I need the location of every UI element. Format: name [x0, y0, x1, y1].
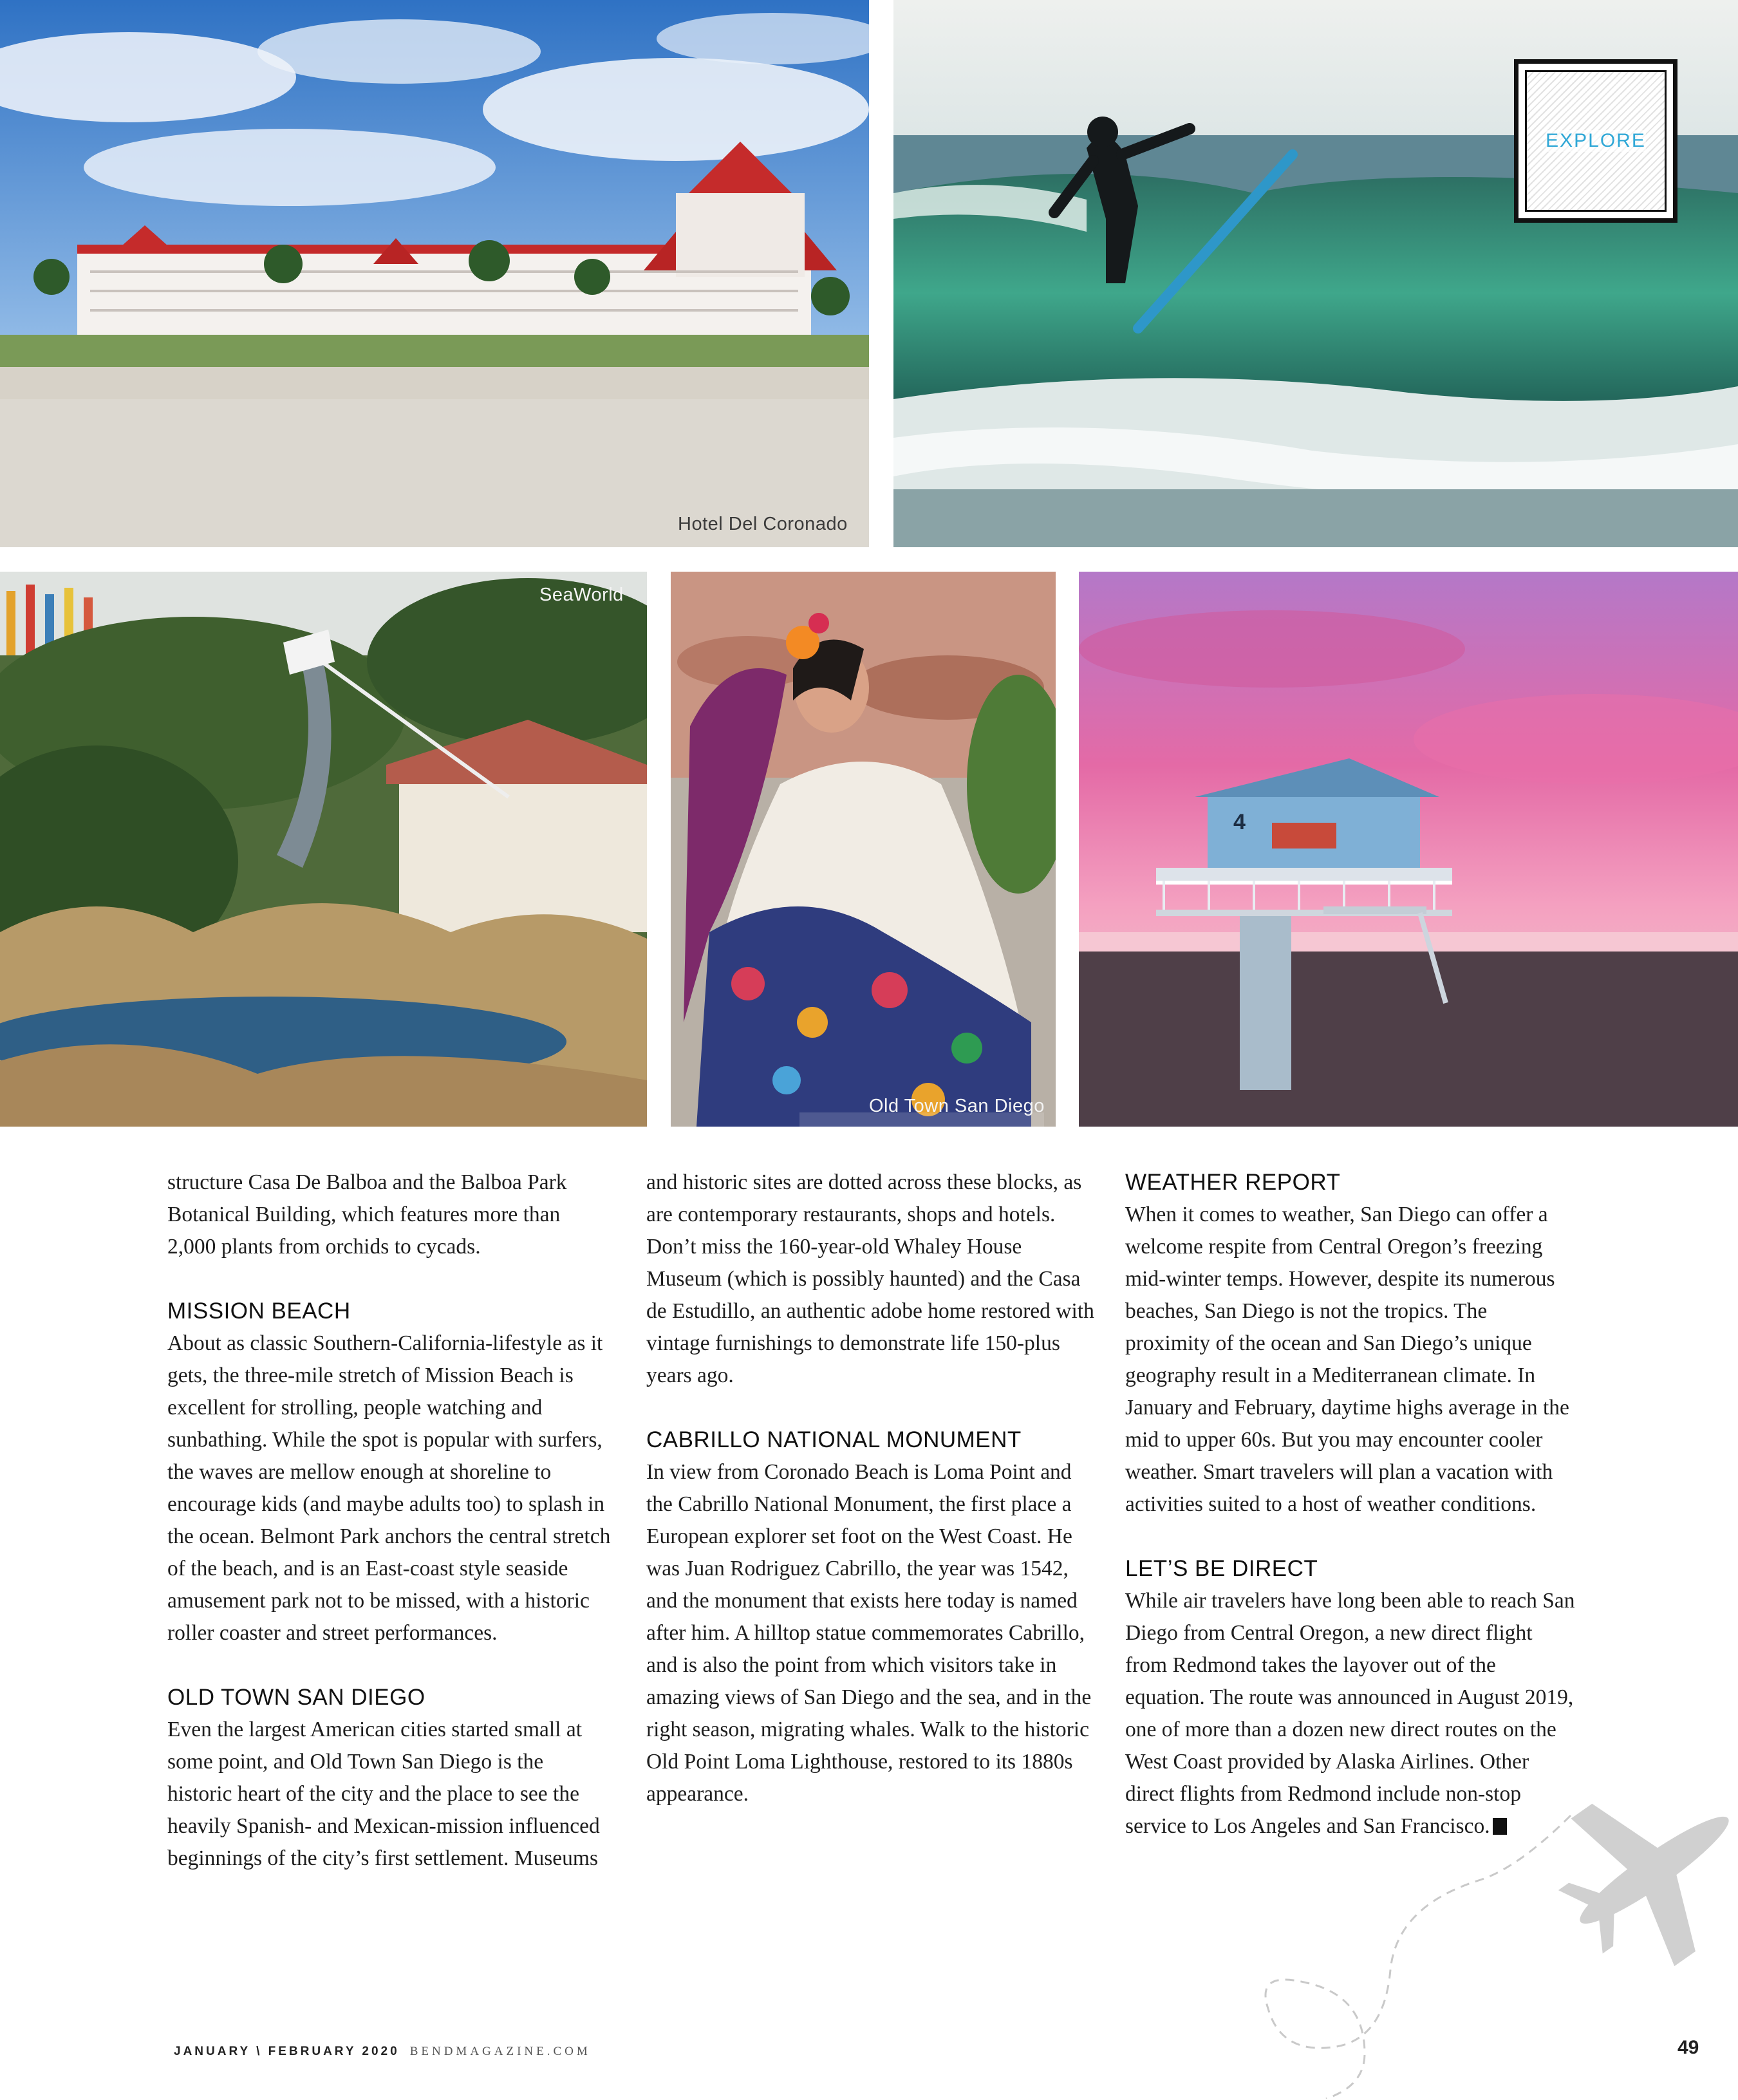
- airplane-icon: [1120, 1777, 1738, 2099]
- heading-lets-be-direct: LET’S BE DIRECT: [1125, 1556, 1318, 1581]
- weather-text: When it comes to weather, San Diego can offer a welcome respite from Central Oregon’s freezing mid-winter temps. However, despite its numerous beaches, San Diego is not the tropics. The proximity of the ocean and San Diego’s unique geography result in a Mediterranean climate. In January and February, daytime highs average in the mid to upper 60s. But you may encounter cooler weather. Smart travelers will plan a vacation with activities suited to a host of weather conditions.: [1125, 1203, 1569, 1516]
- heading-cabrillo-national-monument: CABRILLO NATIONAL MONUMENT: [646, 1427, 1022, 1452]
- heading-weather-report: WEATHER REPORT: [1125, 1170, 1341, 1195]
- tower-number: 4: [1233, 810, 1246, 834]
- photo-old-town-dancer: [671, 572, 1056, 1127]
- old-town-text: Even the largest American cities started small at some point, and Old Town San Diego is the historic heart of the city and the place to see the heavily Spanish- and Mexican-mission influenced beginnings of the city’s first settlement. Museums: [167, 1718, 600, 1870]
- explore-badge-inner: [1525, 70, 1667, 212]
- col1-intro-text: structure Casa De Balboa and the Balboa Park Botanical Building, which features more than 2,000 plants from orchids to cycads.: [167, 1170, 567, 1259]
- photo-seaworld: [0, 572, 647, 1127]
- caption-old-town-san-diego: Old Town San Diego: [869, 1096, 1045, 1116]
- mission-beach-text: About as classic Southern-California-lifestyle as it gets, the three-mile stretch of Mission Beach is excellent for strolling, people watching and sunbathing. While the spot is popular with surfers, the waves are mellow enough at shoreline to encourage kids (and maybe adults too) to splash in the ocean. Belmont Park anchors the central stretch of the beach, and is an East-coast style seaside amusement park not to be missed, with a historic roller coaster and street performances.: [167, 1331, 611, 1645]
- column-1: [167, 1167, 612, 1875]
- column-3: [1125, 1167, 1576, 1842]
- footer-issue-date: JANUARY \ FEBRUARY 2020: [174, 2045, 400, 2058]
- photo-lifeguard-tower: [1079, 572, 1738, 1127]
- col2-intro-text: and historic sites are dotted across these blocks, as are contemporary restaurants, shops and hotels. Don’t miss the 160-year-old Whaley House Museum (which is possibly haunted) and the Casa de Estudillo, an authentic adobe home restored with vintage furnishings to demonstrate life 150-plus years ago.: [646, 1170, 1094, 1387]
- heading-old-town-san-diego: OLD TOWN SAN DIEGO: [167, 1685, 425, 1710]
- footer-issue: [174, 2045, 591, 2059]
- footer-website: BENDMAGAZINE.COM: [409, 2045, 591, 2058]
- heading-mission-beach: MISSION BEACH: [167, 1298, 351, 1324]
- page-number: 49: [1677, 2037, 1699, 2058]
- photo-hotel-del-coronado: [0, 0, 869, 547]
- cabrillo-text: In view from Coronado Beach is Loma Point and the Cabrillo National Monument, the first place a European explorer set foot on the West Coast. He was Juan Rodriguez Cabrillo, the year was 1542, and the monument that exists here today is named after him. A hilltop statue commemorates Cabrillo, and is also the point from which visitors take in amazing views of San Diego and the sea, and in the right season, migrating whales. Walk to the historic Old Point Loma Lighthouse, restored to its 1880s appearance.: [646, 1460, 1092, 1806]
- direct-flight-body: While air travelers have long been able to reach San Diego from Central Oregon, a new direct flight from Redmond takes the layover out of the equation. The route was announced in August 2019, one of more than a dozen new direct routes on the West Coast provided by Alaska Airlines. Other direct flights from Redmond include non-stop service to Los Angeles and San Francisco.: [1125, 1589, 1575, 1838]
- caption-hotel-del-coronado: Hotel Del Coronado: [678, 514, 848, 534]
- explore-badge-label: EXPLORE: [1546, 130, 1646, 151]
- column-2: [646, 1167, 1097, 1810]
- caption-seaworld: SeaWorld: [539, 585, 624, 605]
- explore-badge: [1514, 59, 1677, 223]
